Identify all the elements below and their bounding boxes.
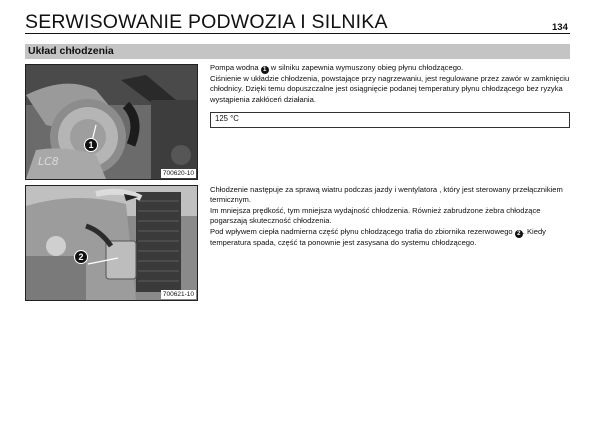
water-pump-description (210, 63, 570, 105)
paragraph: Chłodzenie następuje za sprawą wiatru podczas jazdy i wentylatora , który jest sterowany przełącznikiem termicznym. (210, 185, 563, 205)
inline-marker-2: 2 (515, 230, 523, 238)
svg-text:LC8: LC8 (38, 155, 59, 168)
paragraph: Pompa wodna 1 w silniku zapewnia wymuszony obieg płynu chłodzącego. (210, 63, 464, 73)
inline-marker-1: 1 (261, 66, 269, 74)
figure-caption: 700621-10 (162, 291, 194, 298)
engine-illustration (26, 65, 197, 179)
section-bar (25, 44, 570, 59)
temperature-value: 125 °C (215, 114, 239, 123)
figure-caption: 700620-10 (162, 170, 194, 177)
page-number: 134 (552, 22, 568, 33)
radiator-illustration (26, 186, 197, 300)
paragraph: Pod wpływem ciepła nadmierna część płynu chłodzącego trafia do zbiornika rezerwowego 2 . Kiedy temperatura spada, część ta ponownie jest zasysana do systemu chłodzącego. (210, 226, 546, 247)
section-title: Układ chłodzenia (28, 45, 114, 57)
marker-2: 2 (74, 250, 88, 264)
radiator-photo (25, 185, 198, 301)
water-pump-photo (25, 64, 198, 180)
header-rule (25, 33, 570, 34)
marker-1: 1 (84, 138, 98, 152)
cooling-description (210, 185, 570, 248)
paragraph: Ciśnienie w układzie chłodzenia, powstające przy nagrzewaniu, jest regulowane przez zawór w zamknięciu chłodnicy. Dzięki temu dopuszczalne jest osiągnięcie podanej temperatury płynu chłodzącego bez ryzyka wystąpienia zakłóceń działania. (210, 74, 570, 104)
page-title: SERWISOWANIE PODWOZIA I SILNIKA (25, 11, 388, 33)
paragraph: Im mniejsza prędkość, tym mniejsza wydajność chłodzenia. Również zabrudzone żebra chłodzące pogarszają skuteczność chłodzenia. (210, 205, 541, 226)
temperature-spec-box (210, 112, 570, 128)
